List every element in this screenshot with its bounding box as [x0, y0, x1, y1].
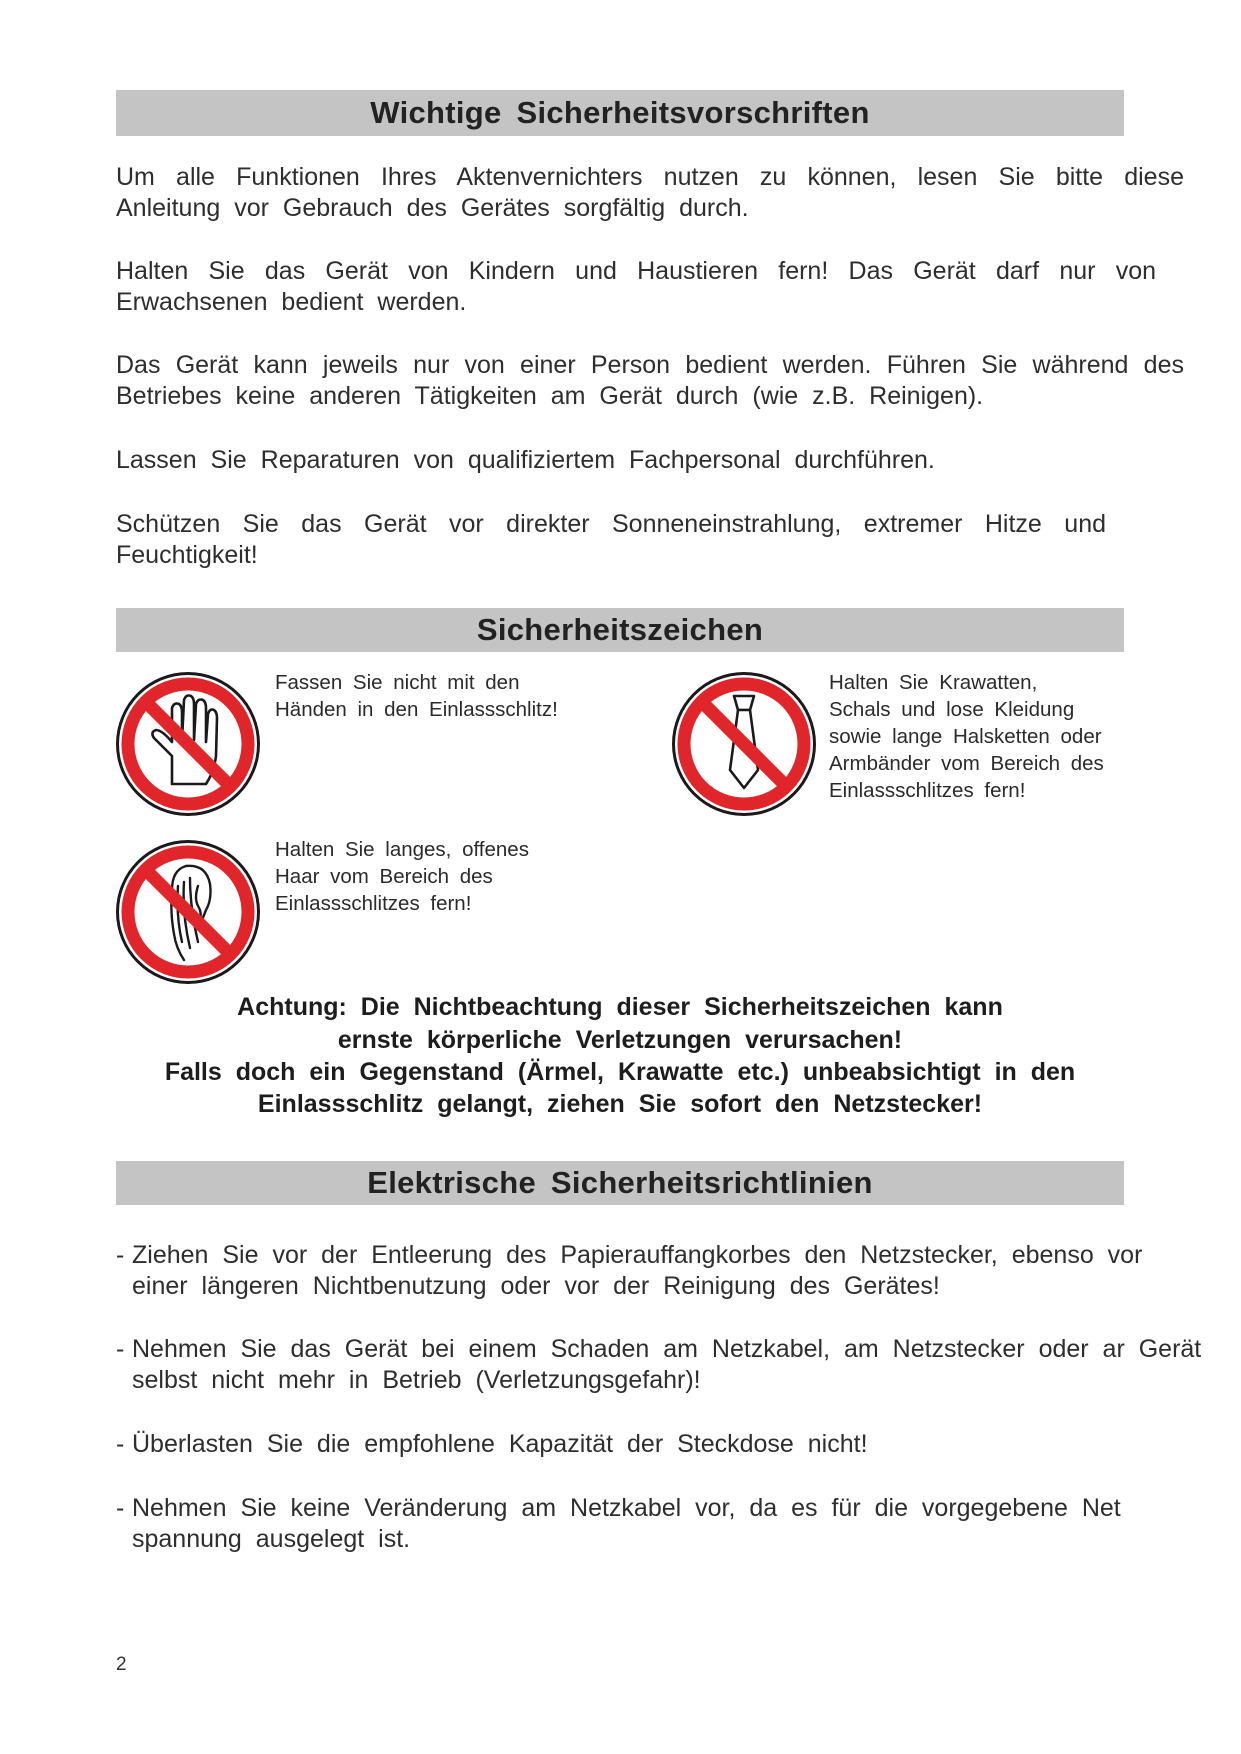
- sign-text-line: Fassen Sie nicht mit den: [275, 671, 520, 694]
- intro-paragraph-2: Halten Sie das Gerät von Kindern und Haustieren fern! Das Gerät darf nur von Erwachsenen bedient werden.: [116, 257, 1156, 316]
- sign-text-line: Armbänder vom Bereich des: [829, 752, 1104, 775]
- intro-paragraph-5: Schützen Sie das Gerät vor direkter Sonneneinstrahlung, extremer Hitze und Feuchtigkeit!: [116, 510, 1106, 569]
- warning-line: Falls doch ein Gegenstand (Ärmel, Krawatte etc.) unbeabsichtigt in den: [164, 1058, 1076, 1086]
- electrical-item-text: Überlasten Sie die empfohlene Kapazität der Steckdose nicht!: [132, 1430, 868, 1458]
- sign-text-hand: [275, 669, 558, 723]
- sign-text-line: Schals und lose Kleidung: [829, 698, 1075, 721]
- no-tie-icon: [670, 670, 818, 818]
- no-hand-icon: [114, 670, 262, 818]
- sign-text-hair: [275, 836, 529, 917]
- sign-text-line: Einlassschlitzes fern!: [275, 892, 472, 915]
- sign-text-tie: [829, 669, 1104, 804]
- warning-block: [116, 991, 1124, 1120]
- electrical-item-text: Nehmen Sie keine Veränderung am Netzkabel vor, da es für die vorgegebene Net spannung ausgelegt ist.: [132, 1494, 1121, 1553]
- no-long-hair-icon: [114, 838, 262, 986]
- electrical-item-3: [116, 1429, 1206, 1460]
- intro-paragraph-1: Um alle Funktionen Ihres Aktenvernichters nutzen zu können, lesen Sie bitte diese Anleitung vor Gebrauch des Gerätes sorgfältig durch.: [116, 163, 1184, 222]
- electrical-item-text: Ziehen Sie vor der Entleerung des Papierauffangkorbes den Netzstecker, ebenso vor einer längeren Nichtbenutzung oder vor der Reinigung des Gerätes!: [132, 1241, 1143, 1300]
- electrical-item-1: [116, 1240, 1206, 1302]
- warning-line: Achtung: Die Nichtbeachtung dieser Sicherheitszeichen kann: [237, 993, 1003, 1021]
- section-header-signs: Sicherheitszeichen: [116, 608, 1124, 652]
- warning-line: ernste körperliche Verletzungen verursachen!: [337, 1026, 903, 1054]
- sign-text-line: Halten Sie Krawatten,: [829, 671, 1038, 694]
- bullet-dash: -: [116, 1335, 125, 1363]
- intro-paragraph-4: Lassen Sie Reparaturen von qualifiziertem Fachpersonal durchführen.: [116, 446, 935, 474]
- section-header-electrical: Elektrische Sicherheitsrichtlinien: [116, 1161, 1124, 1205]
- intro-paragraph-3: Das Gerät kann jeweils nur von einer Person bedient werden. Führen Sie während des Betriebes keine anderen Tätigkeiten am Gerät durch (wie z.B. Reinigen).: [116, 351, 1184, 410]
- sign-text-line: Händen in den Einlassschlitz!: [275, 698, 558, 721]
- sign-text-line: Einlassschlitzes fern!: [829, 779, 1026, 802]
- electrical-item-text: Nehmen Sie das Gerät bei einem Schaden am Netzkabel, am Netzstecker oder ar Gerät selbst nicht mehr in Betrieb (Verletzungsgefahr)!: [132, 1335, 1202, 1394]
- page-number: 2: [116, 1654, 127, 1675]
- sign-text-line: Haar vom Bereich des: [275, 865, 493, 888]
- bullet-dash: -: [116, 1241, 125, 1269]
- sign-text-line: Halten Sie langes, offenes: [275, 838, 529, 861]
- warning-line: Einlassschlitz gelangt, ziehen Sie sofort den Netzstecker!: [257, 1090, 983, 1118]
- bullet-dash: -: [116, 1430, 125, 1458]
- electrical-item-4: [116, 1493, 1206, 1555]
- section-header-important: Wichtige Sicherheitsvorschriften: [116, 90, 1124, 136]
- electrical-item-2: [116, 1334, 1206, 1396]
- bullet-dash: -: [116, 1494, 125, 1522]
- sign-text-line: sowie lange Halsketten oder: [829, 725, 1102, 748]
